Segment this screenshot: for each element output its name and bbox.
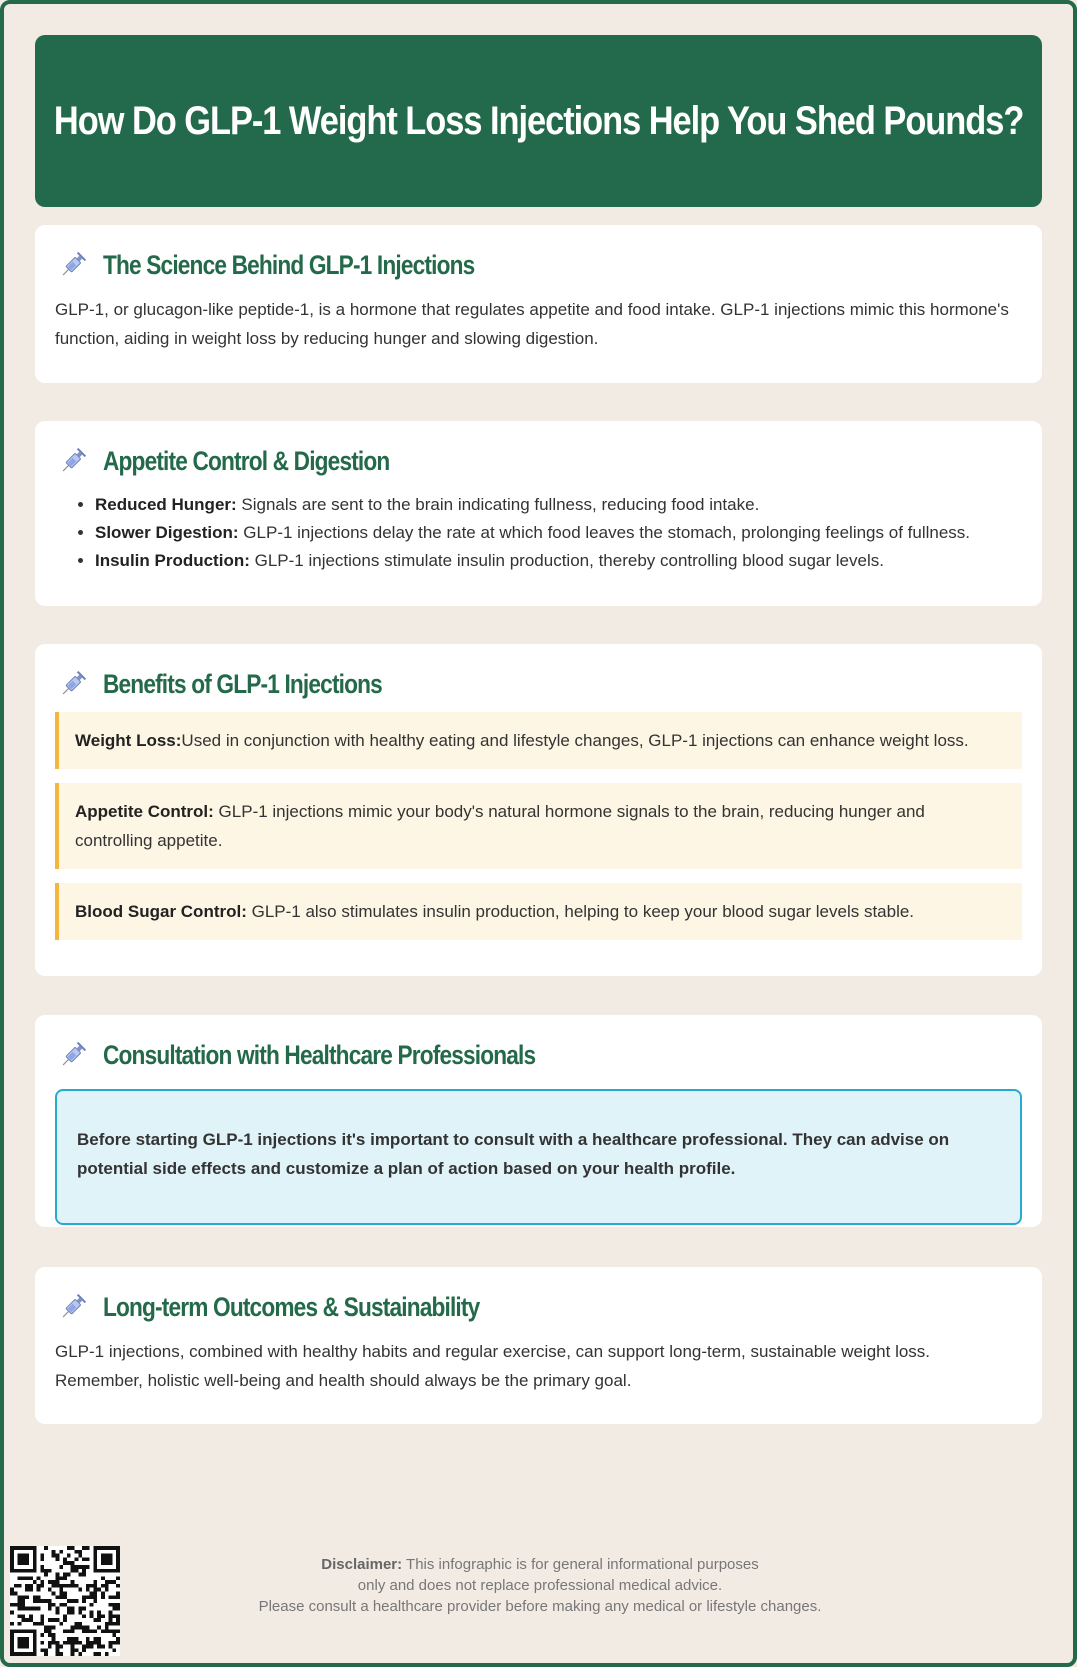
benefits-card-header: [55, 664, 1022, 704]
benefit-text: GLP-1 injections mimic your body's natural hormone signals to the brain, reducing hunger and controlling appetite.: [75, 802, 925, 850]
appetite-card-header: [55, 441, 1022, 481]
benefit-text: GLP-1 also stimulates insulin production, helping to keep your blood sugar levels stable.: [246, 902, 915, 921]
syringe-icon: [57, 1039, 89, 1071]
appetite-card: [35, 421, 1042, 606]
benefits-card: [35, 644, 1042, 976]
outcomes-title: Long-term Outcomes & Sustainability: [103, 1291, 480, 1322]
benefit-label: Blood Sugar Control:: [75, 902, 247, 921]
outcomes-card: [35, 1267, 1042, 1424]
benefit-label: Appetite Control:: [75, 802, 214, 821]
consultation-callout: [55, 1089, 1022, 1225]
list-item-label: Reduced Hunger:: [95, 495, 237, 514]
benefit-label: Weight Loss:: [75, 731, 182, 750]
page-header: [35, 35, 1042, 207]
syringe-icon: [57, 1291, 89, 1323]
benefit-item: [55, 783, 1022, 869]
list-item-text: Signals are sent to the brain indicating fullness, reducing food intake.: [236, 495, 760, 514]
science-body: GLP-1, or glucagon-like peptide-1, is a hormone that regulates appetite and food intake. GLP-1 injections mimic this hormone's function, aiding in weight loss by reducing hunger and slowing digestion.: [55, 300, 1009, 348]
list-item-label: Slower Digestion:: [95, 523, 239, 542]
list-item-text: GLP-1 injections stimulate insulin production, thereby controlling blood sugar levels.: [249, 551, 884, 570]
consultation-body: Before starting GLP-1 injections it's important to consult with a healthcare professional. They can advise on potential side effects and customize a plan of action based on your health profile.: [77, 1130, 950, 1178]
outcomes-body: GLP-1 injections, combined with healthy habits and regular exercise, can support long-term, sustainable weight loss. Remember, holistic well-being and health should always be the primary goal.: [55, 1342, 931, 1390]
syringe-icon: [57, 445, 89, 477]
disclaimer-line: Please consult a healthcare provider before making any medical or lifestyle changes.: [258, 1598, 822, 1615]
science-card: [35, 225, 1042, 383]
disclaimer: [140, 1554, 940, 1617]
benefit-text: Used in conjunction with healthy eating and lifestyle changes, GLP-1 injections can enhance weight loss.: [181, 731, 969, 750]
list-item-label: Insulin Production:: [95, 551, 250, 570]
science-card-header: [55, 245, 1022, 285]
list-item: [95, 547, 1022, 575]
syringe-icon: [57, 668, 89, 700]
consultation-card-header: [55, 1035, 1022, 1075]
science-title: The Science Behind GLP-1 Injections: [103, 249, 475, 280]
disclaimer-line: This infographic is for general informational purposes: [402, 1556, 759, 1573]
benefits-title: Benefits of GLP-1 Injections: [103, 668, 382, 699]
consultation-card: [35, 1015, 1042, 1227]
qr-code[interactable]: [10, 1546, 120, 1656]
outcomes-card-header: [55, 1287, 1022, 1327]
benefit-item: [55, 712, 1022, 769]
syringe-icon: [57, 249, 89, 281]
consultation-title: Consultation with Healthcare Professionals: [103, 1039, 536, 1070]
appetite-title: Appetite Control & Digestion: [103, 445, 390, 476]
list-item: [95, 519, 1022, 547]
disclaimer-label: Disclaimer:: [321, 1556, 403, 1573]
list-item-text: GLP-1 injections delay the rate at which food leaves the stomach, prolonging feelings of fullness.: [238, 523, 971, 542]
benefit-item: [55, 883, 1022, 940]
page-title: How Do GLP-1 Weight Loss Injections Help You Shed Pounds?: [53, 98, 1024, 143]
appetite-list: [55, 491, 1022, 575]
disclaimer-line: only and does not replace professional medical advice.: [357, 1577, 723, 1594]
list-item: [95, 491, 1022, 519]
